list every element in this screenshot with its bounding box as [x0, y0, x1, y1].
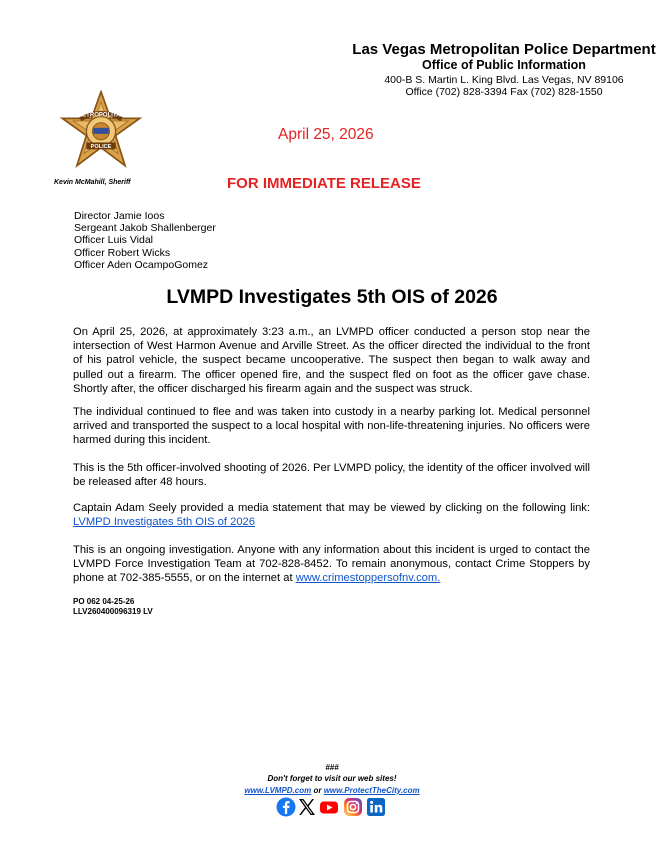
protectthecity-link[interactable]: www.ProtectTheCity.com — [323, 786, 420, 795]
officer-list-item: Officer Aden OcampoGomez — [74, 258, 209, 271]
officer-list-item: Sergeant Jakob Shallenberger — [74, 222, 216, 235]
contact-text: This is an ongoing investigation. Anyone with any information about this incident is urged to contact the LVMPD Force Investigation Team at 702-828-8452. To remain anonymous, contact Crime Stoppers by phone at 702-385-5555, or on the internet at — [73, 544, 590, 585]
office-address: 400-B S. Martin L. King Blvd. Las Vegas, NV 89106 — [384, 74, 624, 86]
footer-or-text: or — [311, 786, 324, 795]
instagram-icon[interactable] — [343, 797, 363, 817]
body-paragraph-1: On April 25, 2026, at approximately 3:23 a.m., an LVMPD officer conducted a person stop near the intersection of West Harmon Avenue and Arville Street. As the officer directed the individual to the front of his patrol vehicle, the suspect became uncooperative. The suspect then began to walk away and pulled out a firearm. The officer opened fire, and the suspect fled on foot as the officer gave chase. Shortly after, the officer discharged his firearm again and the suspect was struck. — [73, 326, 590, 395]
footer-visit-text: Don't forget to visit our web sites! — [267, 774, 397, 783]
badge-top-text: METROPOLITAN — [77, 112, 125, 119]
reference-codes — [73, 597, 153, 617]
department-name: Las Vegas Metropolitan Police Department — [352, 41, 656, 58]
badge-bottom-text: POLICE — [90, 144, 112, 151]
release-date: April 25, 2026 — [278, 126, 374, 143]
office-phone: Office (702) 828-3394 Fax (702) 828-1550 — [405, 86, 603, 98]
headline: LVMPD Investigates 5th OIS of 2026 — [166, 286, 498, 308]
crimestoppers-link[interactable]: www.crimestoppersofnv.com. — [295, 572, 441, 585]
body-paragraph-5 — [73, 543, 590, 586]
youtube-icon[interactable] — [319, 797, 339, 817]
media-statement-text: Captain Adam Seely provided a media statement that may be viewed by clicking on the following link: — [73, 502, 590, 514]
officer-list-item: Director Jamie Ioos — [74, 210, 165, 222]
body-paragraph-4 — [73, 501, 590, 529]
footer-links — [0, 786, 658, 795]
police-badge-logo — [58, 90, 144, 176]
facebook-icon[interactable] — [276, 797, 296, 817]
body-paragraph-3: This is the 5th officer-involved shooting of 2026. Per LVMPD policy, the identity of the officer involved will be released after 48 hours. — [73, 462, 590, 489]
office-name: Office of Public Information — [422, 58, 586, 72]
reference-code: PO 062 04-25-26 — [73, 597, 135, 606]
reference-code: LLV260400096319 LV — [73, 607, 153, 616]
officer-list-item: Officer Luis Vidal — [74, 234, 153, 247]
media-statement-link[interactable]: LVMPD Investigates 5th OIS of 2026 — [73, 516, 255, 529]
release-label: FOR IMMEDIATE RELEASE — [227, 175, 421, 192]
linkedin-icon[interactable] — [366, 797, 386, 817]
officer-list — [74, 210, 216, 271]
body-paragraph-2: The individual continued to flee and was taken into custody in a nearby parking lot. Medical personnel arrived and transported the suspect to a local hospital with non-life-threatening injuries. No officers were harmed during this incident. — [73, 406, 590, 447]
officer-list-item: Officer Robert Wicks — [74, 246, 171, 259]
x-icon[interactable] — [297, 797, 317, 817]
sheriff-name: Kevin McMahill, Sheriff — [54, 179, 131, 186]
lvmpd-website-link[interactable]: www.LVMPD.com — [244, 786, 312, 795]
end-marker: ### — [325, 763, 339, 772]
